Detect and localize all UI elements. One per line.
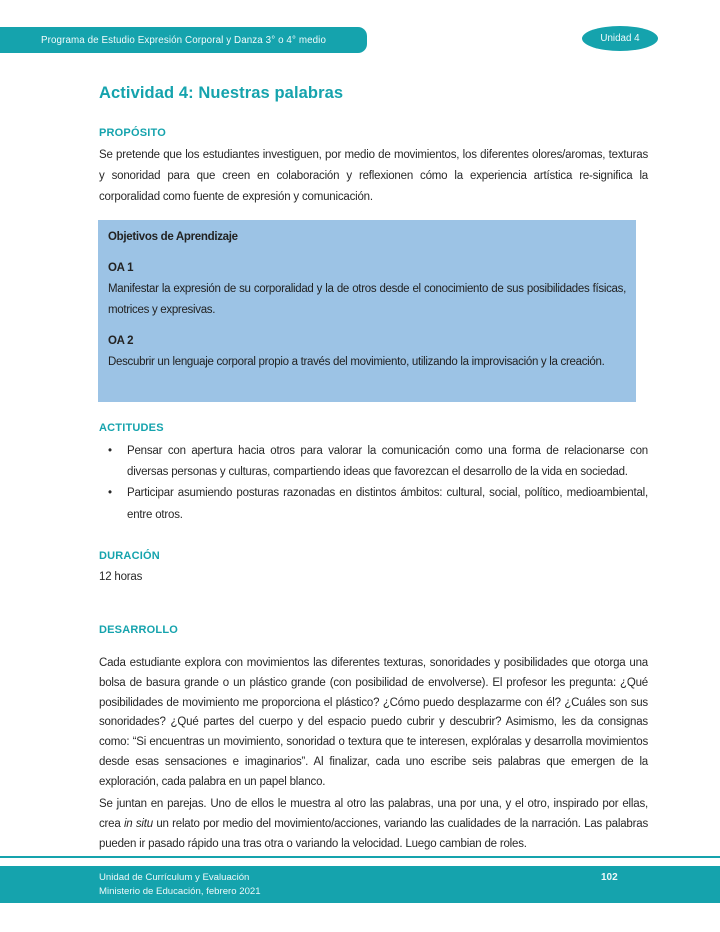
desarrollo-paragraph-1: Cada estudiante explora con movimientos las diferentes texturas, sonoridades y posibilidades que otorga una bolsa de basura grande o un plástico grande (con posibilidad de envolverse). El profesor les pregunta: ¿Qué posibilidades de movimiento me proporciona el plástico? ¿Cómo puedo desplazarme con él? ¿Cuáles son sus sonoridades? ¿Qué partes del cuerpo y del espacio puedo cubrir y descubrir? Asimismo, les da consignas como: “Si encuentras un movimiento, sonoridad o textura que te interesen, explóralas y desarrolla movimientos desde esas sensaciones e imaginarios”. Al finalizar, cada uno escribe seis palabras que emergen de la exploración, cada palabra en un papel blanco. <box>99 657 648 788</box>
footer-bar <box>0 866 720 903</box>
unit-badge-label: Unidad 4 <box>600 33 640 44</box>
section-heading-actitudes: ACTITUDES <box>99 422 164 434</box>
list-item <box>99 483 648 525</box>
actitudes-bullet-text: Participar asumiendo posturas razonadas en distintos ámbitos: cultural, social, político, medioambiental, entre otros. <box>127 487 648 521</box>
page-number: 102 <box>601 872 618 883</box>
actitudes-bullet-list <box>99 441 648 526</box>
bullet-icon: • <box>108 445 112 457</box>
learning-objectives-box <box>98 220 636 402</box>
actitudes-bullet-text: Pensar con apertura hacia otros para valorar la comunicación como una forma de relacionarse con diversas personas y culturas, compartiendo ideas que favorezcan el desarrollo de la vida en sociedad. <box>127 445 648 479</box>
footer-divider-rule <box>0 856 720 858</box>
oa1-label: OA 1 <box>108 262 134 274</box>
bullet-icon: • <box>108 487 112 500</box>
desarrollo-paragraph-2 <box>99 795 648 854</box>
footer-org-line2: Ministerio de Educación, febrero 2021 <box>99 885 261 897</box>
list-item <box>99 441 648 483</box>
header-program-bar <box>0 27 367 53</box>
desarrollo-paragraph-2-pre: Se juntan en parejas. Uno de ellos le muestra al otro las palabras, una por una, y el otro, inspirado por ellas, crea <box>99 798 648 830</box>
section-heading-proposito: PROPÓSITO <box>99 127 166 139</box>
duracion-value: 12 horas <box>99 571 143 583</box>
proposito-paragraph: Se pretende que los estudiantes investiguen, por medio de movimientos, los diferentes olores/aromas, texturas y sonoridad para que creen en colaboración y reflexionen cómo la experiencia artística re-significa la corporalidad como fuente de expresión y comunicación. <box>99 149 648 204</box>
activity-title: Actividad 4: Nuestras palabras <box>99 84 344 102</box>
header-program-title: Programa de Estudio Expresión Corporal y Danza 3° o 4° medio <box>40 34 327 46</box>
oa2-text: Descubrir un lenguaje corporal propio a través del movimiento, utilizando la improvisación y la creación. <box>108 356 605 368</box>
oa-box-heading: Objetivos de Aprendizaje <box>108 231 238 243</box>
oa1-text: Manifestar la expresión de su corporalidad y la de otros desde el conocimiento de sus posibilidades físicas, motrices y expresivas. <box>108 283 626 316</box>
unit-badge <box>582 26 658 51</box>
footer-org-line1: Unidad de Currículum y Evaluación <box>99 872 250 883</box>
desarrollo-paragraph-2-italic: in situ <box>123 817 153 830</box>
footer-organization <box>99 871 261 898</box>
oa2-label: OA 2 <box>108 335 134 347</box>
desarrollo-paragraph-2-post: un relato por medio del movimiento/acciones, variando las cualidades de la narración. Las palabras pueden ir pasado rápido una tras otra o variando la velocidad. Luego cambian de roles. <box>99 817 648 850</box>
oa-spacer <box>108 248 626 258</box>
section-heading-duracion: DURACIÓN <box>99 550 160 562</box>
section-heading-desarrollo: DESARROLLO <box>99 624 178 636</box>
oa-spacer <box>108 321 626 331</box>
